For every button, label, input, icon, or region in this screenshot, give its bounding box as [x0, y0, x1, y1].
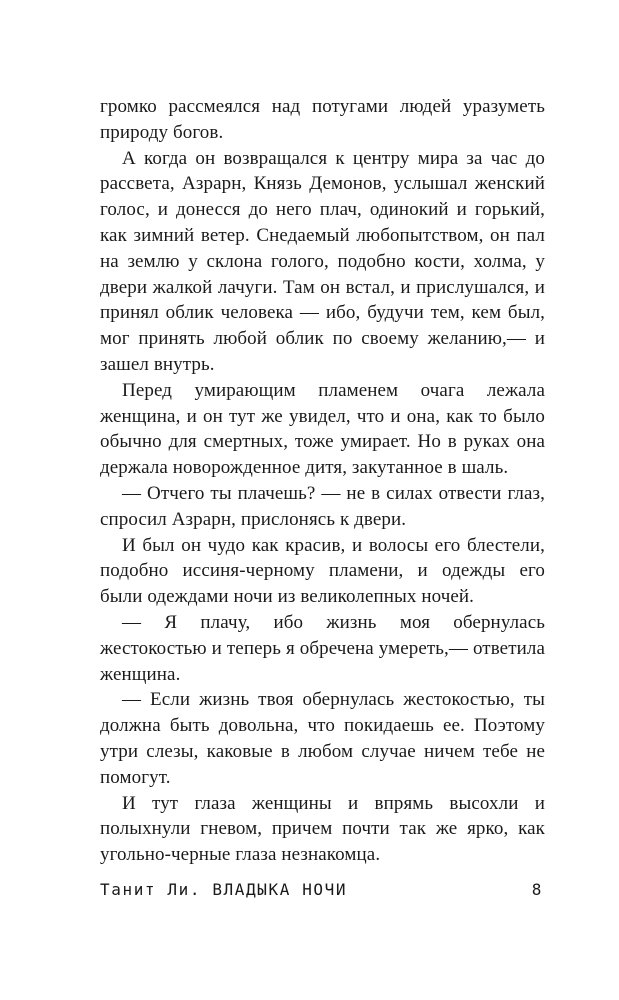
running-title: Танит Ли. ВЛАДЫКА НОЧИ [100, 880, 348, 899]
page-number: 8 [531, 880, 543, 899]
paragraph: Перед умирающим пламенем очага лежала женщина, и он тут же увидел, что и она, как то было обычно для смертных, тоже умирает. Но в руках она держала новорожденное дитя, закутанное в шаль. [100, 379, 545, 479]
paragraph: И был он чудо как красив, и волосы его блестели, подобно иссиня-черному пламени, и одежды его были одеждами ночи из великолепных ночей. [100, 534, 545, 608]
dialogue-paragraph: — Если жизнь твоя обернулась жестокостью, ты должна быть довольна, что покидаешь ее. Поэтому утри слезы, каковые в любом случае ничем тебе не помогут. [100, 689, 545, 788]
dialogue-paragraph: — Я плачу, ибо жизнь моя обернулась жестокостью и теперь я обречена умереть,— ответила женщина. [100, 611, 545, 685]
paragraph-continued: громко рассмеялся над потугами людей уразуметь природу богов. [100, 96, 545, 143]
paragraph: А когда он возвращался к центру мира за час до рассвета, Азрарн, Князь Демонов, услышал женский голос, и донесся до него плач, одинокий и горький, как зимний ветер. Снедаемый любопытством, он пал на землю у склона голого, подобно кости, холма, у двери жалкой лачуги. Там он встал, и прислушался, и принял облик человека — ибо, будучи тем, кем был, мог принять любой облик по своему желанию,— и зашел внутрь. [100, 147, 545, 375]
body-text [100, 94, 545, 868]
paragraph: И тут глаза женщины и впрямь высохли и полыхнули гневом, причем почти так же ярко, как угольно-черные глаза незнакомца. [100, 792, 545, 866]
page-footer [100, 880, 545, 904]
dialogue-paragraph: — Отчего ты плачешь? — не в силах отвести глаз, спросил Азрарн, прислонясь к двери. [100, 482, 545, 530]
